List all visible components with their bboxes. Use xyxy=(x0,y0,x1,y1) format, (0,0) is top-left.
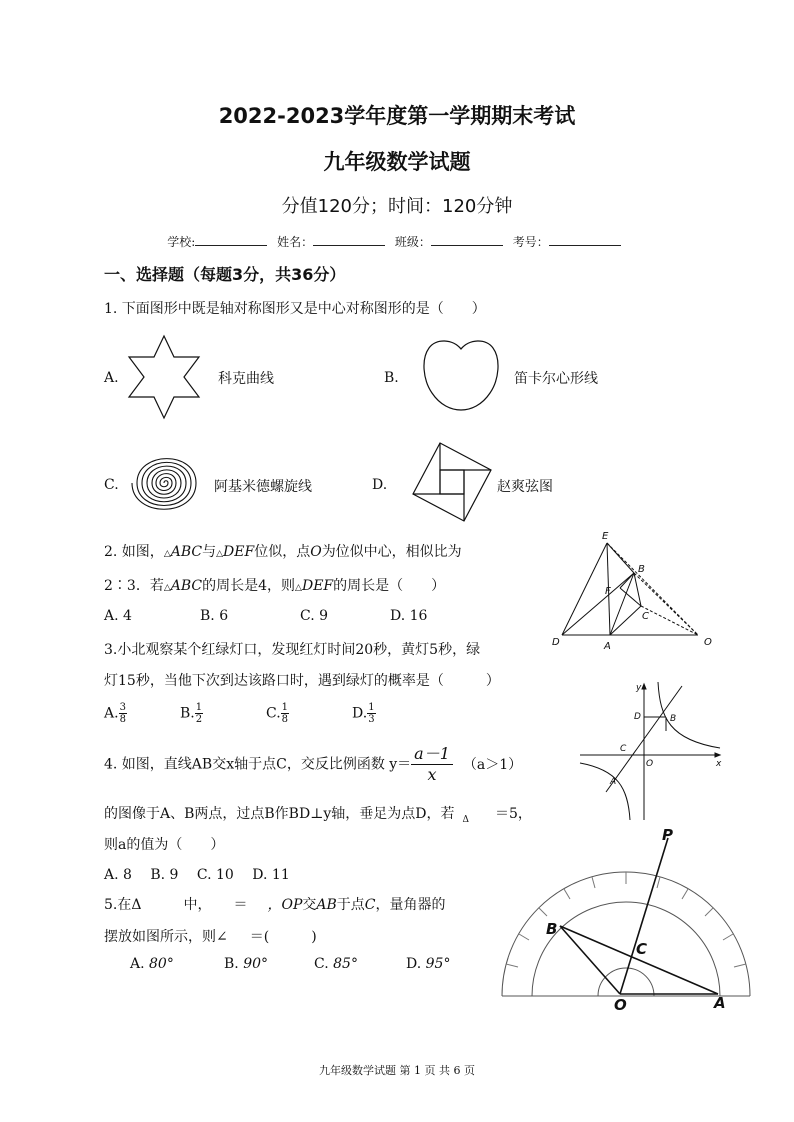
seg-BO xyxy=(634,573,698,635)
q3-b-letter: B. xyxy=(180,705,195,722)
q3-c-fraction: $\frac{1}{8}$ xyxy=(281,702,289,725)
q5-option-a: A. 80° xyxy=(130,956,174,972)
q2-line2-prefix: 2∶3．若 xyxy=(104,578,164,594)
class-label: 班级： xyxy=(394,235,431,249)
protractor-outer-arc xyxy=(502,872,750,996)
seg-OB xyxy=(560,926,620,994)
q4-line2-suffix: ＝5， xyxy=(495,806,532,822)
q4-line2-prefix: 的图像于A、B两点，过点B作BD⊥y轴，垂足为点D，若 xyxy=(104,806,455,822)
q3-option-c xyxy=(266,702,289,725)
exam-no-label: 考号： xyxy=(512,235,549,249)
student-info-fields xyxy=(0,233,794,250)
y-axis-arrow xyxy=(642,684,646,689)
outer-square xyxy=(413,443,491,521)
label-C: C xyxy=(636,940,648,958)
page-footer: 九年级数学试题 第 1 页 共 6 页 xyxy=(319,1064,475,1077)
seg-DB xyxy=(562,573,634,635)
q3-d-letter: D. xyxy=(352,705,368,722)
class-blank[interactable] xyxy=(431,233,503,246)
q1-option-a-letter: A. xyxy=(104,370,119,386)
school-label: 学校: xyxy=(167,235,196,249)
label-O: O xyxy=(614,996,627,1014)
q4-options: A. 8 B. 9 C. 10 D. 11 xyxy=(104,867,290,883)
label-F: F xyxy=(605,586,611,597)
name-label: 姓名： xyxy=(277,235,314,249)
exam-subtitle: 九年级数学试题 xyxy=(323,150,471,174)
label-A: A xyxy=(610,777,617,787)
cardioid-shape xyxy=(424,341,498,410)
q2-option-d: D. 16 xyxy=(390,608,428,624)
q4-line3: 则a的值为（ ） xyxy=(104,837,225,853)
label-x: x xyxy=(716,759,722,769)
protractor-figure xyxy=(496,826,754,1016)
q3-a-fraction: $\frac{3}{8}$ xyxy=(119,702,126,725)
q1-option-c-label: 阿基米德螺旋线 xyxy=(214,479,312,495)
q5-mid: 中， xyxy=(183,897,212,913)
q3-line1: 3.小北观察某个红绿灯口，发现红灯时间20秒，黄灯5秒，绿 xyxy=(104,642,481,658)
ray-OP xyxy=(620,838,668,994)
q3-d-fraction: $\frac{1}{3}$ xyxy=(368,702,375,725)
hyperbola-branch-2 xyxy=(580,763,630,820)
q3-option-a xyxy=(104,702,127,725)
q5-mid2: 交 xyxy=(302,897,317,913)
q2-option-a: A. 4 xyxy=(104,608,132,624)
q2-line1: 2. 如图，△ABC与△DEF位似，点O为位似中心，相似比为 xyxy=(104,544,462,560)
q5-line2-prefix: 摆放如图所示，则∠ xyxy=(104,929,228,945)
q3-b-fraction: $\frac{1}{2}$ xyxy=(195,702,203,725)
cardioid-figure xyxy=(420,335,502,413)
seg-AC xyxy=(610,606,641,635)
q2-suffix: 为位似中心，相似比为 xyxy=(321,544,462,560)
hyperbola-branch-1 xyxy=(658,682,720,748)
zhao-shuang-figure xyxy=(410,440,494,524)
q5-line1 xyxy=(104,894,446,914)
score-time: 分值120分；时间：120分钟 xyxy=(281,196,513,217)
q5-op: ，OP xyxy=(267,897,303,913)
q2-prefix: 2. 如图， xyxy=(104,544,164,560)
q2-line2-def: DEF xyxy=(301,578,334,594)
seg-AB xyxy=(560,926,718,994)
label-O: O xyxy=(646,759,654,769)
seg-DE xyxy=(562,543,607,635)
q1-option-c-letter: C. xyxy=(104,477,119,493)
school-blank[interactable] xyxy=(195,233,267,246)
label-B: B xyxy=(546,920,558,938)
q2-option-b: B. 6 xyxy=(200,608,229,624)
q4-triangle: Δ xyxy=(462,815,469,825)
q2-o: O xyxy=(310,544,322,560)
exam-no-blank[interactable] xyxy=(549,233,621,246)
q1-stem: 1. 下面图形中既是轴对称图形又是中心对称图形的是（ ） xyxy=(104,301,486,317)
exam-title: 2022-2023学年度第一学期期末考试 xyxy=(218,104,576,128)
label-E: E xyxy=(602,531,609,542)
label-D: D xyxy=(552,637,560,648)
hexagram-shape xyxy=(129,336,199,418)
q5-prefix: 5.在Δ xyxy=(104,897,142,913)
q5-end: ，量角器的 xyxy=(375,897,446,913)
q2-with: 与 xyxy=(202,544,217,560)
q5-c: C xyxy=(364,897,376,913)
label-O: O xyxy=(704,637,712,648)
q2-line2: 2∶3．若△ABC的周长是4，则△DEF的周长是（ ） xyxy=(104,578,446,594)
label-D: D xyxy=(634,712,641,722)
q5-option-b: B. 90° xyxy=(224,956,269,972)
label-B: B xyxy=(638,564,645,575)
koch-curve-figure xyxy=(122,333,206,421)
q3-c-letter: C. xyxy=(266,705,281,722)
q1-option-b-label: 笛卡尔心形线 xyxy=(514,371,598,387)
name-blank[interactable] xyxy=(313,233,385,246)
q1-option-a-label: 科克曲线 xyxy=(218,371,274,387)
q4-line2 xyxy=(104,803,532,825)
q4-figure xyxy=(578,678,726,822)
section-heading: 一、选择题（每题3分，共36分） xyxy=(104,265,346,284)
q5-ab: AB xyxy=(316,897,337,913)
q4-fraction: $\frac{a-1}{x}$ xyxy=(411,744,453,785)
x-axis-arrow xyxy=(715,753,720,757)
inner-square xyxy=(440,470,464,494)
label-C: C xyxy=(642,611,649,622)
q4-line1 xyxy=(104,744,522,785)
q3-a-letter: A. xyxy=(104,705,119,722)
label-A: A xyxy=(604,641,611,652)
label-C: C xyxy=(620,744,627,754)
seg-FB xyxy=(620,573,634,588)
q5-option-c: C. 85° xyxy=(314,956,358,972)
archimedean-spiral xyxy=(132,459,196,510)
q3-option-b xyxy=(180,702,203,725)
q2-option-c: C. 9 xyxy=(300,608,329,624)
q5-option-d: D. 95° xyxy=(406,956,451,972)
q5-suffix: 于点 xyxy=(336,897,365,913)
q3-option-d xyxy=(352,702,376,725)
q2-line2-suffix: 的周长是（ ） xyxy=(333,578,446,594)
q2-abc: ABC xyxy=(170,544,203,560)
q2-figure xyxy=(548,528,718,656)
q1-option-d-letter: D. xyxy=(372,477,388,493)
q2-line2-abc: ABC xyxy=(170,578,203,594)
q5-line2-suffix: ＝( ) xyxy=(249,929,317,945)
seg-CO xyxy=(641,606,698,635)
label-y: y xyxy=(636,683,642,693)
label-P: P xyxy=(662,826,673,844)
seg-AB xyxy=(610,573,634,635)
q5-line2 xyxy=(104,926,317,946)
label-A: A xyxy=(714,994,726,1012)
q4-line1-suffix: （a＞1） xyxy=(462,756,523,773)
inner-triangles xyxy=(413,443,491,521)
label-B: B xyxy=(670,714,677,724)
q2-line2-mid: 的周长是4，则 xyxy=(202,578,296,594)
spiral-figure xyxy=(124,443,204,523)
q2-def: DEF xyxy=(223,544,255,560)
q1-option-b-letter: B. xyxy=(384,370,399,386)
q2-mid2: 位似，点 xyxy=(254,544,311,560)
q4-line1-prefix: 4. 如图，直线AB交x轴于点C，交反比例函数 y＝ xyxy=(104,756,412,773)
q5-eq: ＝ xyxy=(233,897,248,913)
q1-option-d-label: 赵爽弦图 xyxy=(497,479,553,495)
q3-line2: 灯15秒，当他下次到达该路口时，遇到绿灯的概率是（ ） xyxy=(104,673,500,689)
